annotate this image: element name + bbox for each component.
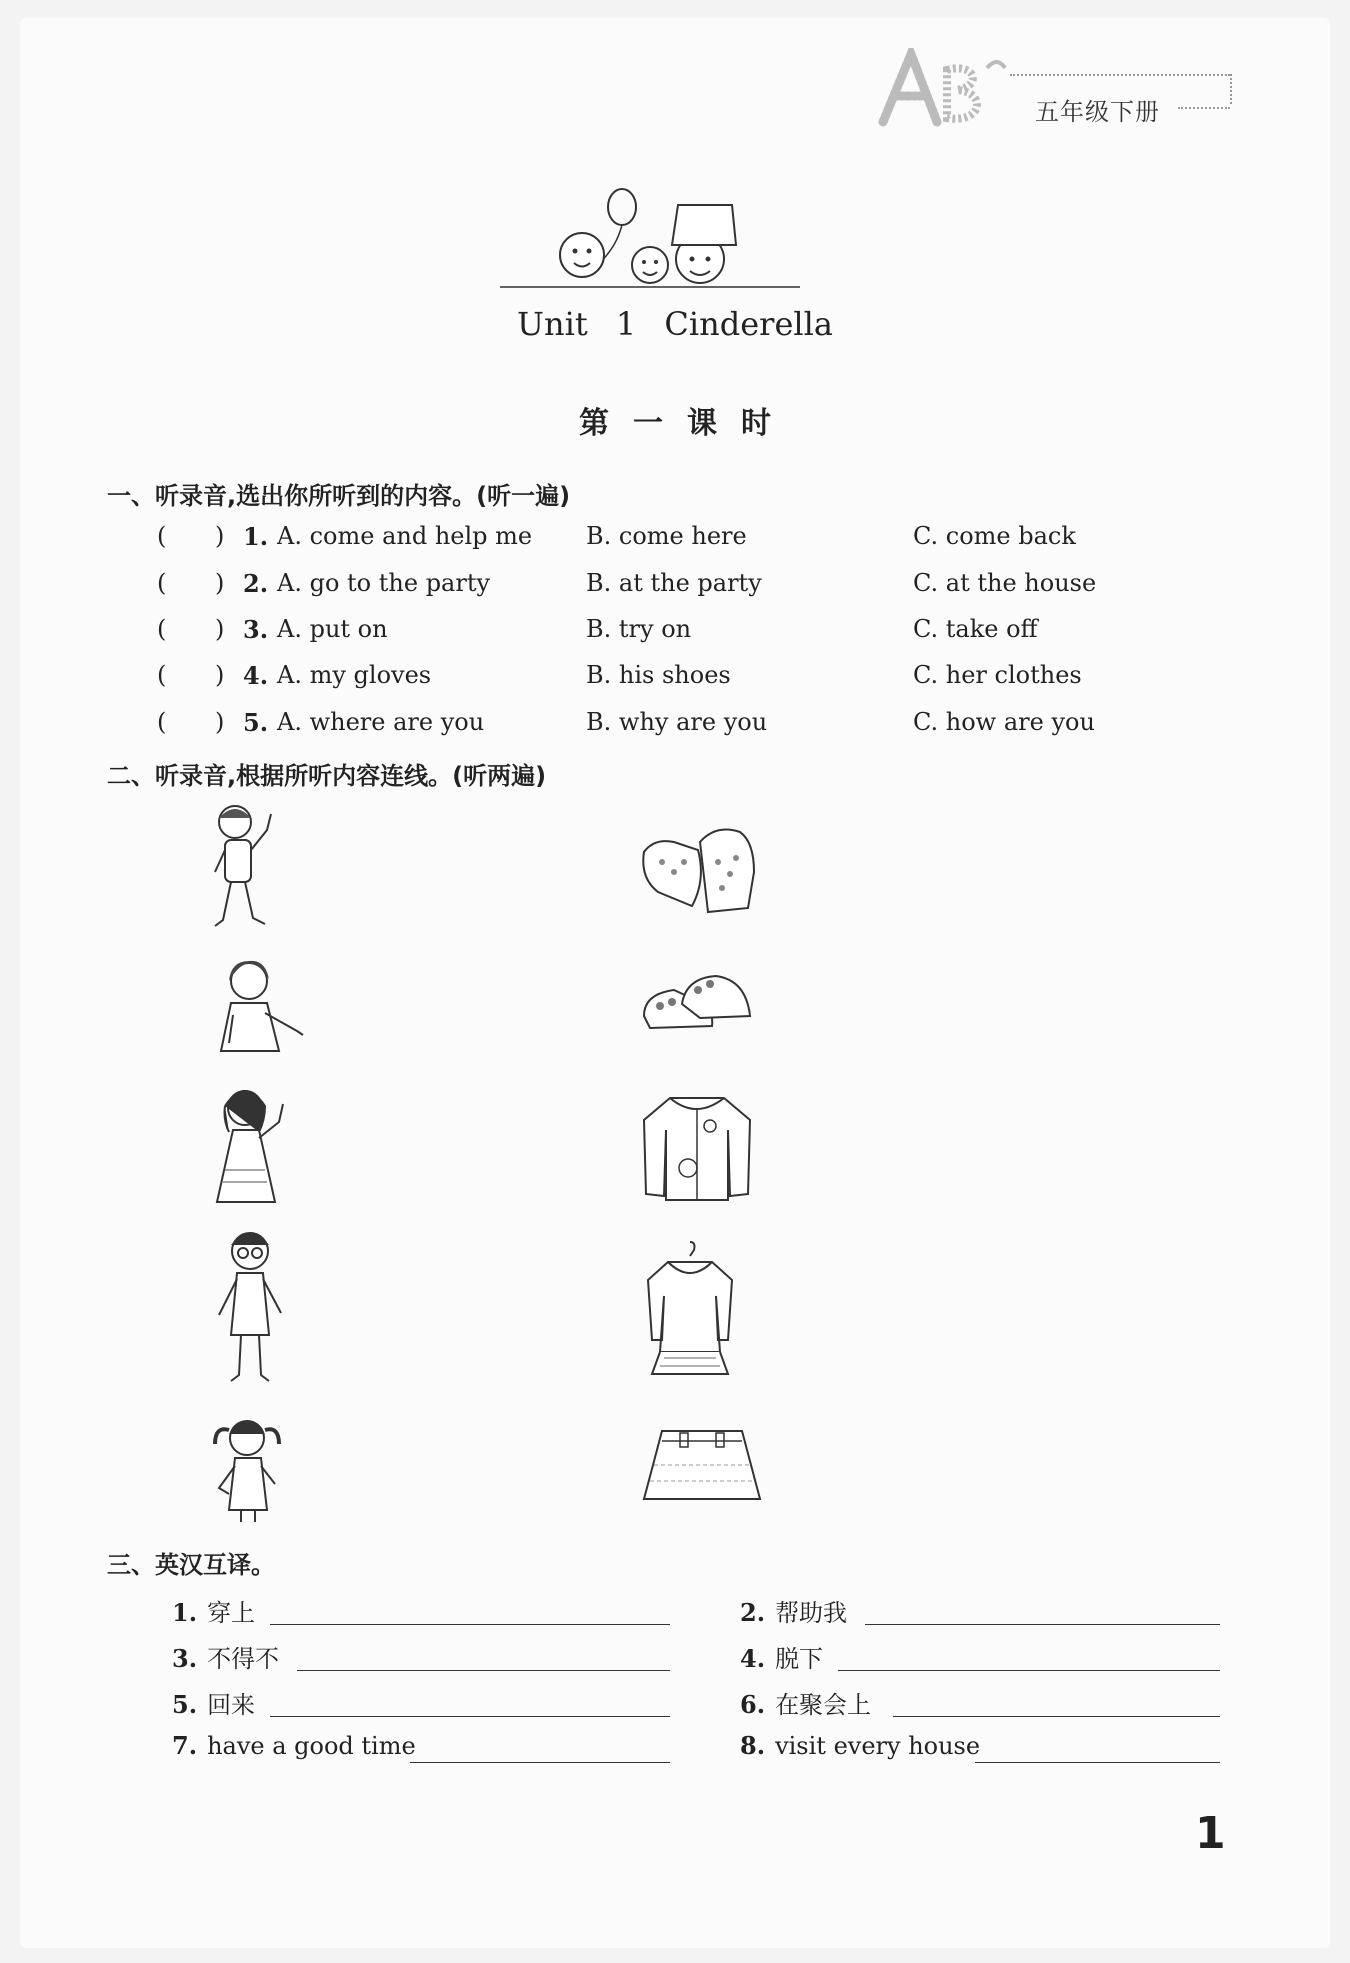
girl-ponytails-figure bbox=[205, 1410, 295, 1525]
translation-item bbox=[172, 1731, 416, 1760]
unit-title: Unit 1 Cinderella bbox=[517, 305, 833, 343]
girl-kneeling-figure bbox=[205, 955, 315, 1065]
item-text: 穿上 bbox=[207, 1599, 256, 1627]
answer-paren-open[interactable]: ( bbox=[157, 708, 167, 736]
answer-paren-close[interactable]: ) bbox=[215, 615, 225, 643]
dress-illustration bbox=[640, 1240, 740, 1380]
page-number: 1 bbox=[1195, 1808, 1226, 1859]
question-number: 4. bbox=[243, 661, 269, 690]
option-c: C. take off bbox=[913, 615, 1038, 643]
grade-label: 五年级下册 bbox=[1035, 98, 1160, 126]
item-number: 7. bbox=[172, 1731, 198, 1760]
question-number: 1. bbox=[243, 522, 269, 551]
gloves-illustration bbox=[638, 822, 763, 917]
item-number: 6. bbox=[740, 1690, 766, 1719]
option-a: A. go to the party bbox=[277, 569, 491, 597]
option-c: C. how are you bbox=[913, 708, 1095, 736]
translation-item bbox=[740, 1685, 871, 1720]
translation-item bbox=[740, 1731, 980, 1760]
option-a: A. put on bbox=[277, 615, 388, 643]
answer-paren-open[interactable]: ( bbox=[157, 522, 167, 550]
translation-item bbox=[740, 1593, 847, 1628]
item-text: 脱下 bbox=[775, 1645, 824, 1673]
option-a: A. where are you bbox=[277, 708, 485, 736]
answer-paren-close[interactable]: ) bbox=[215, 661, 225, 689]
answer-blank-line[interactable] bbox=[270, 1716, 670, 1717]
girl-glasses-figure bbox=[205, 1225, 295, 1390]
item-text: 帮助我 bbox=[775, 1599, 848, 1627]
translation-item bbox=[172, 1639, 279, 1674]
item-number: 4. bbox=[740, 1644, 766, 1673]
option-a: A. come and help me bbox=[277, 522, 533, 550]
item-text: 在聚会上 bbox=[775, 1691, 872, 1719]
question-row bbox=[0, 522, 1350, 562]
header-dotted-line bbox=[1178, 107, 1230, 109]
item-text: have a good time bbox=[207, 1732, 416, 1760]
question-row bbox=[0, 615, 1350, 655]
translation-item bbox=[740, 1639, 823, 1674]
answer-paren-close[interactable]: ) bbox=[215, 569, 225, 597]
option-b: B. come here bbox=[586, 522, 747, 550]
answer-blank-line[interactable] bbox=[975, 1762, 1220, 1763]
answer-blank-line[interactable] bbox=[297, 1670, 670, 1671]
item-number: 8. bbox=[740, 1731, 766, 1760]
section1-heading: 一、听录音,选出你所听到的内容。(听一遍) bbox=[107, 482, 571, 510]
section3-heading: 三、英汉互译。 bbox=[107, 1551, 275, 1579]
kids-balloon-illustration bbox=[500, 185, 800, 295]
question-number: 5. bbox=[243, 708, 269, 737]
option-b: B. his shoes bbox=[586, 661, 731, 689]
item-number: 1. bbox=[172, 1598, 198, 1627]
item-number: 3. bbox=[172, 1644, 198, 1673]
section2-heading: 二、听录音,根据所听内容连线。(听两遍) bbox=[107, 762, 547, 790]
question-number: 3. bbox=[243, 615, 269, 644]
lesson-title: 第一课时 bbox=[579, 406, 795, 441]
princess-figure bbox=[205, 1082, 305, 1207]
option-b: B. at the party bbox=[586, 569, 762, 597]
shoes-illustration bbox=[640, 968, 755, 1038]
header-dotted-line bbox=[1010, 74, 1230, 76]
answer-blank-line[interactable] bbox=[865, 1624, 1220, 1625]
option-b: B. why are you bbox=[586, 708, 768, 736]
option-c: C. her clothes bbox=[913, 661, 1082, 689]
option-b: B. try on bbox=[586, 615, 692, 643]
question-number: 2. bbox=[243, 569, 269, 598]
answer-blank-line[interactable] bbox=[838, 1670, 1220, 1671]
translation-item bbox=[172, 1685, 255, 1720]
answer-paren-open[interactable]: ( bbox=[157, 569, 167, 597]
item-text: 回来 bbox=[207, 1691, 256, 1719]
option-a: A. my gloves bbox=[277, 661, 432, 689]
question-row bbox=[0, 708, 1350, 748]
option-c: C. come back bbox=[913, 522, 1076, 550]
item-number: 5. bbox=[172, 1690, 198, 1719]
question-row bbox=[0, 569, 1350, 609]
option-c: C. at the house bbox=[913, 569, 1097, 597]
answer-blank-line[interactable] bbox=[410, 1762, 670, 1763]
translation-item bbox=[172, 1593, 255, 1628]
question-row bbox=[0, 661, 1350, 701]
answer-blank-line[interactable] bbox=[893, 1716, 1220, 1717]
skirt-illustration bbox=[640, 1425, 765, 1510]
item-text: 不得不 bbox=[207, 1645, 280, 1673]
item-number: 2. bbox=[740, 1598, 766, 1627]
item-text: visit every house bbox=[775, 1732, 981, 1760]
cardigan-illustration bbox=[640, 1090, 755, 1205]
ab-logo-icon bbox=[875, 48, 1010, 128]
boy-waving-figure bbox=[205, 800, 295, 940]
answer-paren-close[interactable]: ) bbox=[215, 708, 225, 736]
answer-paren-open[interactable]: ( bbox=[157, 615, 167, 643]
answer-paren-open[interactable]: ( bbox=[157, 661, 167, 689]
answer-paren-close[interactable]: ) bbox=[215, 522, 225, 550]
answer-blank-line[interactable] bbox=[270, 1624, 670, 1625]
header-dotted-line bbox=[1230, 74, 1232, 104]
